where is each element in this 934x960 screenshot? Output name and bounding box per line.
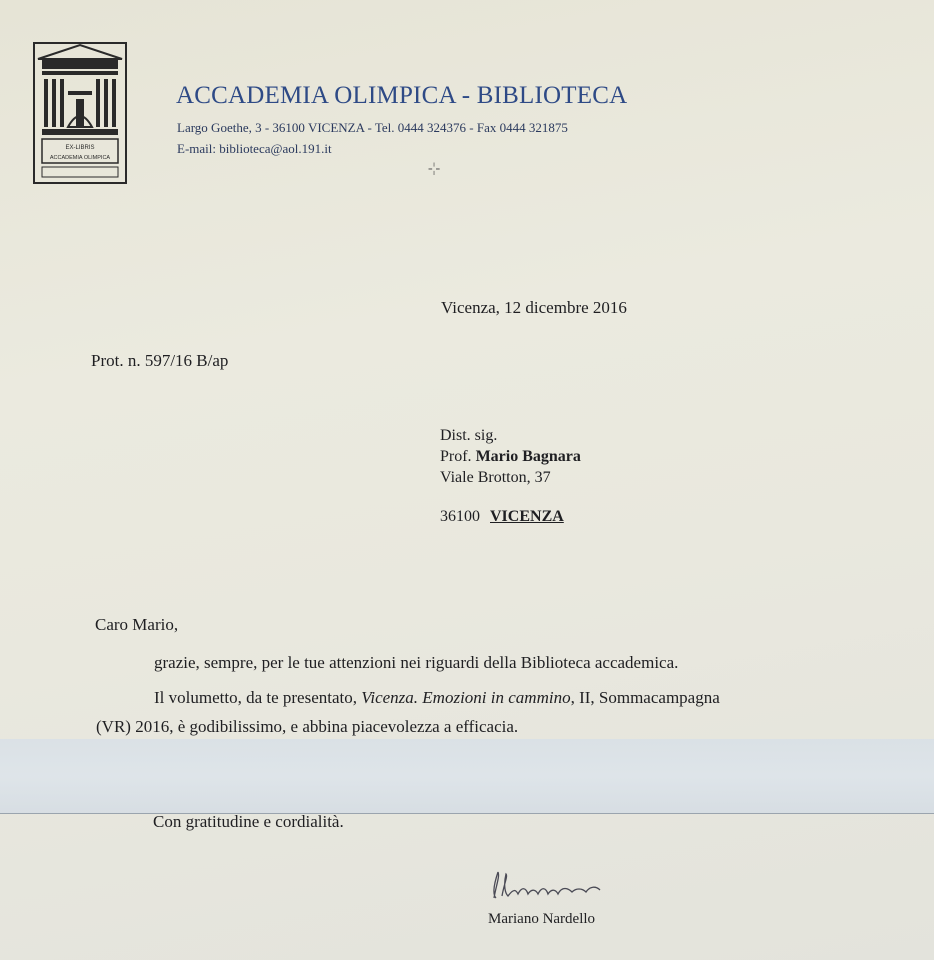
- recipient-greeting: Dist. sig.: [440, 427, 498, 444]
- handwritten-signature: [486, 868, 606, 904]
- org-email: E-mail: biblioteca@aol.191.it: [177, 141, 332, 156]
- paragraph-1: grazie, sempre, per le tue attenzioni nei riguardi della Biblioteca accademica.: [154, 653, 679, 672]
- paragraph-2-start: Il volumetto, da te presentato,: [154, 688, 362, 707]
- logo-text-accademia: ACCADEMIA OLIMPICA: [49, 155, 111, 161]
- recipient-name-line: [440, 446, 581, 467]
- org-address: Largo Goethe, 3 - 36100 VICENZA - Tel. 0444 324376 - Fax 0444 321875: [177, 120, 568, 135]
- book-title: Vicenza. Emozioni in cammino: [361, 688, 571, 707]
- signer-name: Mariano Nardello: [488, 911, 596, 927]
- library-logo: [32, 41, 128, 185]
- recipient-postcode: 36100: [440, 508, 480, 525]
- recipient-street: Viale Brotton, 37: [440, 469, 551, 486]
- letter-date: Vicenza, 12 dicembre 2016: [441, 298, 627, 317]
- recipient-title: Prof.: [440, 448, 472, 465]
- registration-mark: -¦-: [428, 161, 441, 176]
- scan-band: [0, 739, 934, 814]
- org-name: ACCADEMIA OLIMPICA - BIBLIOTECA: [176, 82, 628, 109]
- paragraph-3: (VR) 2016, è godibilissimo, e abbina piacevolezza a efficacia.: [96, 717, 519, 736]
- salutation: Caro Mario,: [95, 615, 179, 634]
- closing: Con gratitudine e cordialità.: [153, 812, 344, 831]
- recipient-name: Mario Bagnara: [475, 448, 581, 465]
- recipient-city-line: [440, 508, 564, 526]
- paragraph-2-end: , II, Sommacampagna: [570, 688, 720, 707]
- recipient-block: [440, 425, 581, 488]
- recipient-city: VICENZA: [490, 508, 564, 525]
- logo-text-exlibris: EX-LIBRIS: [65, 145, 95, 151]
- protocol-number: Prot. n. 597/16 B/ap: [91, 351, 229, 370]
- paragraph-2: [154, 688, 720, 708]
